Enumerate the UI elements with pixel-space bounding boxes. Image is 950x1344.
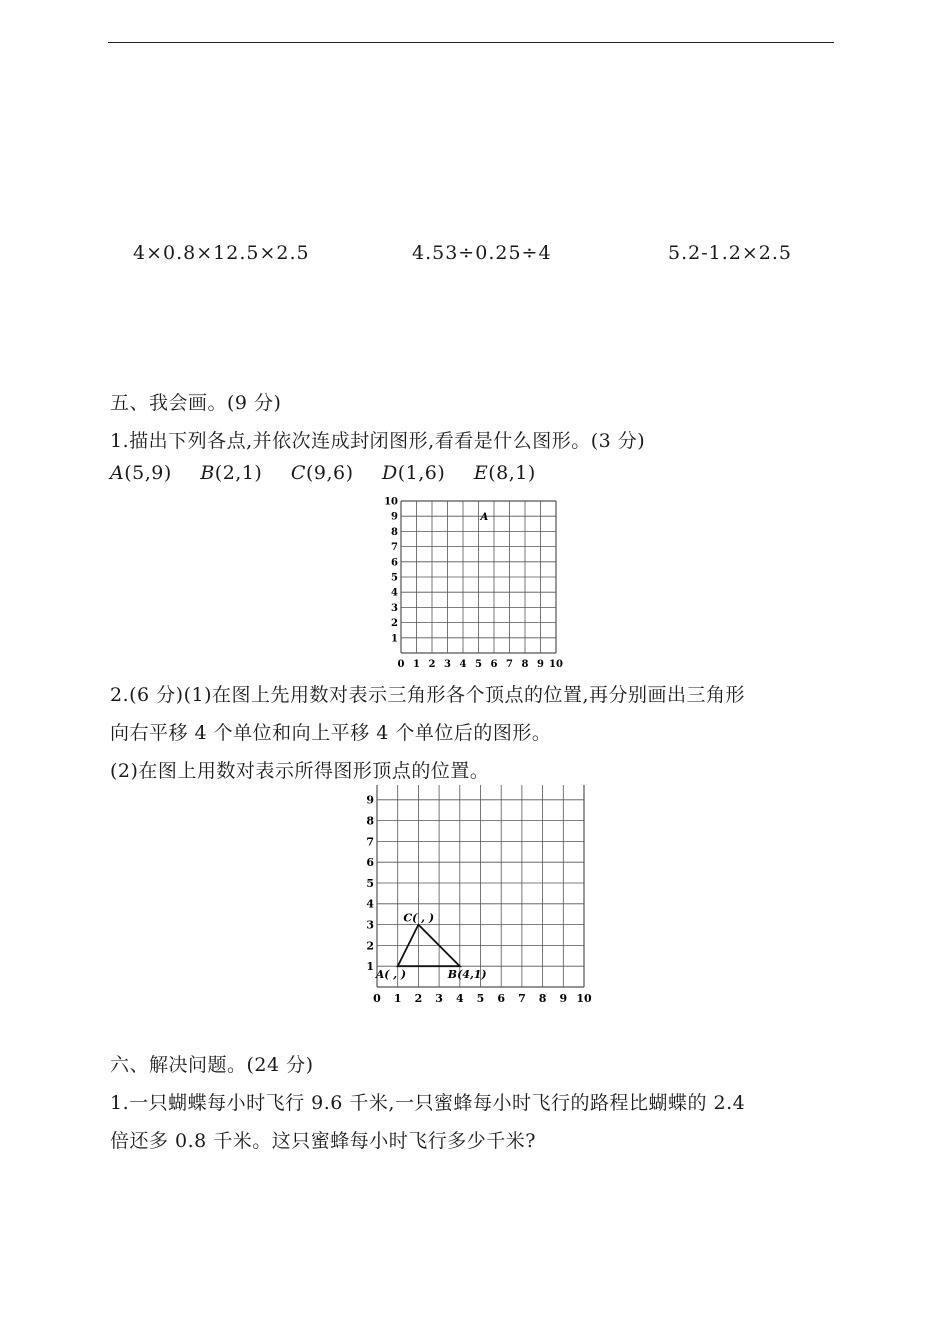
grid-1-y-tick: 2 [391, 618, 398, 630]
grid-1-x-tick: 7 [506, 659, 513, 670]
grid-1-x-tick: 5 [475, 659, 482, 670]
grid-2-y-tick [359, 785, 375, 786]
question-6-1-line-1: 1.一只蝴蝶每小时飞行 9.6 千米,一只蜜蜂每小时飞行的路程比蝴蝶的 2.4 [110, 1092, 746, 1114]
grid-1-x-tick: 9 [537, 659, 544, 670]
grid-2-y-tick: 9 [366, 793, 374, 807]
grid-1-svg [370, 490, 570, 670]
grid-2-x-tick: 5 [476, 992, 485, 1005]
grid-2-y-tick: 8 [366, 814, 374, 828]
grid-2-x-tick: 0 [373, 992, 381, 1005]
grid-1-y-tick: 8 [391, 526, 398, 538]
grid-2-y-tick: 4 [366, 897, 374, 911]
grid-2-y-tick: 6 [366, 856, 374, 870]
point-list [110, 462, 558, 484]
question-5-2-line-1: 2.(6 分)(1)在图上先用数对表示三角形各个顶点的位置,再分别画出三角形 [110, 684, 746, 706]
grid-2-x-tick: 6 [497, 992, 506, 1005]
grid-2-x-tick: 7 [518, 992, 526, 1005]
grid-2-x-tick: 8 [538, 992, 547, 1005]
grid-1-x-tick: 2 [428, 659, 436, 670]
expression-2: 4.53÷0.25÷4 [412, 242, 552, 264]
expression-3: 5.2-1.2×2.5 [668, 242, 792, 264]
grid-1-y-tick: 6 [391, 557, 398, 569]
grid-1-y-tick: 7 [391, 542, 398, 554]
grid-2-x-tick: 9 [559, 992, 568, 1005]
grid-1-x-tick: 0 [397, 659, 405, 670]
grid-2-y-tick: 2 [366, 939, 374, 953]
question-5-2-line-2: 向右平移 4 个单位和向上平移 4 个单位后的图形。 [110, 722, 552, 744]
grid-2-y-tick: 1 [366, 960, 374, 974]
vertex-b-label: B(4,1) [447, 968, 487, 982]
grid-2-y-tick: 3 [366, 918, 374, 932]
point-c: C(9,6) [290, 462, 354, 484]
grid-1-y-tick: 1 [391, 633, 398, 645]
expression-1: 4×0.8×12.5×2.5 [133, 242, 310, 264]
grid-2-svg [345, 785, 605, 1030]
coordinate-grid-1 [370, 490, 570, 674]
grid-2-x-tick: 3 [435, 992, 443, 1005]
section-6-title: 六、解决问题。(24 分) [110, 1054, 314, 1076]
grid-2-y-tick: 7 [366, 835, 374, 849]
point-a-label: A [480, 512, 489, 524]
grid-1-y-tick: 10 [384, 496, 398, 508]
question-5-2-line-3: (2)在图上用数对表示所得图形顶点的位置。 [110, 760, 490, 782]
question-5-1: 1.描出下列各点,并依次连成封闭图形,看看是什么图形。(3 分) [110, 430, 646, 452]
vertex-a-label: A( , ) [375, 968, 407, 982]
grid-1-x-tick: 6 [490, 659, 498, 670]
grid-2-y-tick: 5 [366, 876, 374, 890]
grid-1-y-tick: 5 [391, 572, 398, 584]
coordinate-grid-2 [345, 785, 605, 1034]
vertex-c-label: C( , ) [403, 911, 435, 925]
point-d: D(1,6) [382, 462, 446, 484]
grid-1-x-tick: 1 [413, 659, 420, 670]
grid-1-x-tick: 3 [444, 659, 451, 670]
grid-1-x-tick: 10 [549, 659, 563, 670]
section-5-title: 五、我会画。(9 分) [110, 392, 282, 414]
grid-2-x-tick: 2 [414, 992, 423, 1005]
point-a: A(5,9) [110, 462, 172, 484]
grid-1-y-tick: 9 [391, 511, 398, 523]
grid-1-x-tick: 8 [521, 659, 529, 670]
grid-2-x-tick: 10 [576, 992, 592, 1005]
header-rule [108, 42, 834, 43]
grid-1-y-tick: 3 [391, 602, 398, 614]
grid-2-x-tick: 4 [455, 992, 464, 1005]
grid-1-y-tick: 4 [391, 587, 398, 599]
grid-1-x-tick: 4 [459, 659, 467, 670]
question-6-1-line-2: 倍还多 0.8 千米。这只蜜蜂每小时飞行多少千米? [110, 1130, 536, 1152]
grid-2-x-tick: 1 [393, 992, 402, 1005]
point-b: B(2,1) [200, 462, 263, 484]
point-e: E(8,1) [473, 462, 536, 484]
